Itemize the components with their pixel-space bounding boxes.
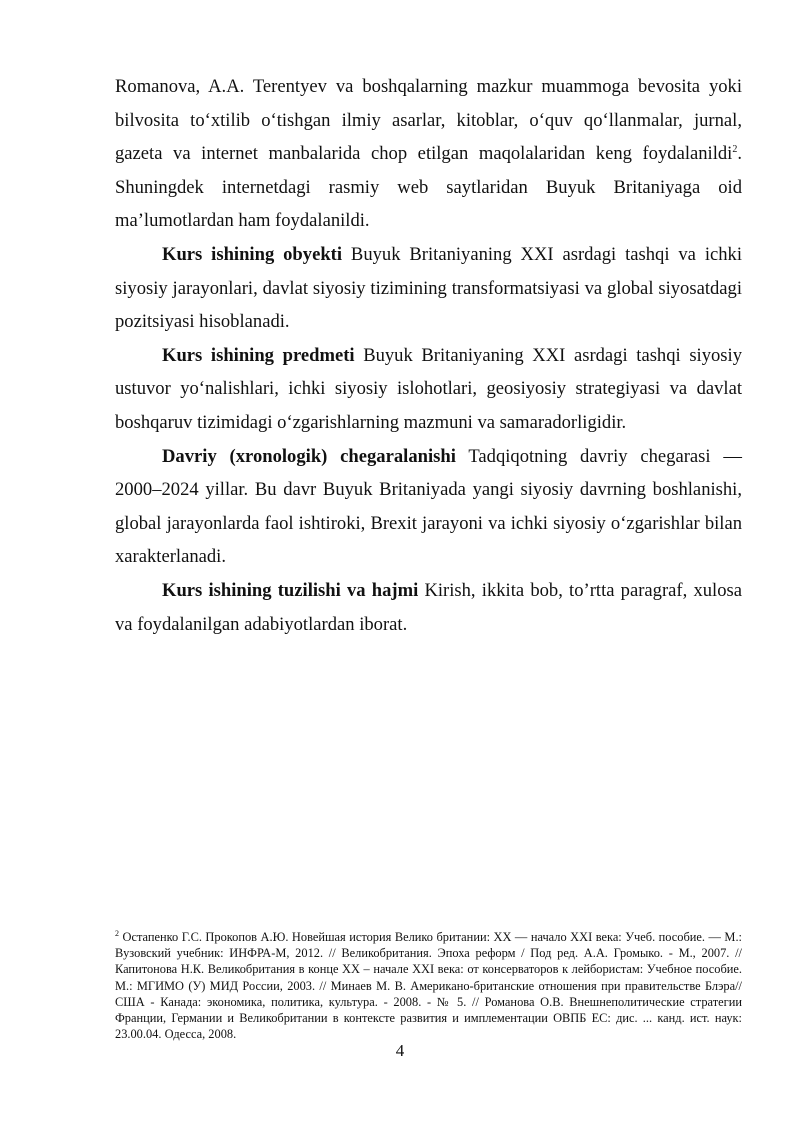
paragraph-heading: Kurs ishining obyekti [162,243,343,265]
page-number: 4 [395,1041,405,1060]
paragraph-heading: Kurs ishining tuzilishi va hajmi [162,579,419,601]
paragraph-structure [115,574,742,641]
paragraph-text-tail: . Shuningdek internetdagi rasmiy web saytlaridan Buyuk Britaniyaga oid ma’lumotlardan ham foydalanildi. [115,143,742,232]
paragraph-chronology [115,440,742,574]
paragraph-sources [115,70,742,238]
paragraph-heading: Kurs ishining predmeti [162,344,355,366]
paragraph-subject [115,339,742,440]
footnote-text: Остапенко Г.С. Прокопов А.Ю. Новейшая история Велико британии: XX — начало XXI века: Учеб. пособие. — М.: Вузовский учебник: ИНФРА-М, 2012. // Великобритания. Эпоха реформ / Под ред. А.А. Громыко. - М., 2007. // Капитонова Н.К. Великобритания в конце XX – начале XXI века: от консерваторов к лейбористам: Учебное пособие. М.: МГИМО (У) МИД России, 2003. // Минаев М. В. Американо-британские отношения при правительстве Блэра//США - Канада: экономика, политика, культура. - 2008. - № 5. // Романова О.В. Внешнеполитические стратегии Франции, Германии и Великобритании в контексте развития и имплементации ОВПБ ЕС: дис. ... канд. ист. наук: 23.00.04. Одесса, 2008. [115,930,742,1042]
paragraph-object [115,238,742,339]
footnote [115,929,742,1042]
paragraph-text: Kirish, ikkita bob, to’rtta paragraf, xulosa va foydalanilgan adabiyotlardan iborat. [115,579,743,635]
footnote-reference: 2 [732,144,738,156]
main-text [115,70,742,641]
footnote-marker: 2 [115,929,119,938]
paragraph-text: Buyuk Britaniyaning XXI asrdagi tashqi siyosiy ustuvor yo‘nalishlari, ichki siyosiy islohotlari, geosiyosiy strategiyasi va davlat boshqaruv tizimidagi o‘zgarishlarning mazmuni va samaradorligidir. [115,344,743,433]
paragraph-text: Romanova, A.A. Terentyev va boshqalarning mazkur muammoga bevosita yoki bilvosita to‘xtilib o‘tishgan ilmiy asarlar, kitoblar, o‘quv qo‘llanmalar, jurnal, gazeta va internet manbalarida chop etilgan maqolalaridan keng foydalanildi [115,76,742,165]
paragraph-heading: Davriy (xronologik) chegaralanishi [162,445,456,467]
paragraph-text: Tadqiqotning davriy chegarasi — 2000–2024 yillar. Bu davr Buyuk Britaniyada yangi siyosiy davrning boshlanishi, global jarayonlarda faol ishtiroki, Brexit jarayoni va ichki siyosiy o‘zgarishlar bilan xarakterlanadi. [115,445,742,568]
paragraph-text: Buyuk Britaniyaning XXI asrdagi tashqi va ichki siyosiy jarayonlari, davlat siyosiy tizimining transformatsiyasi va global siyosatdagi pozitsiyasi hisoblanadi. [115,243,743,333]
